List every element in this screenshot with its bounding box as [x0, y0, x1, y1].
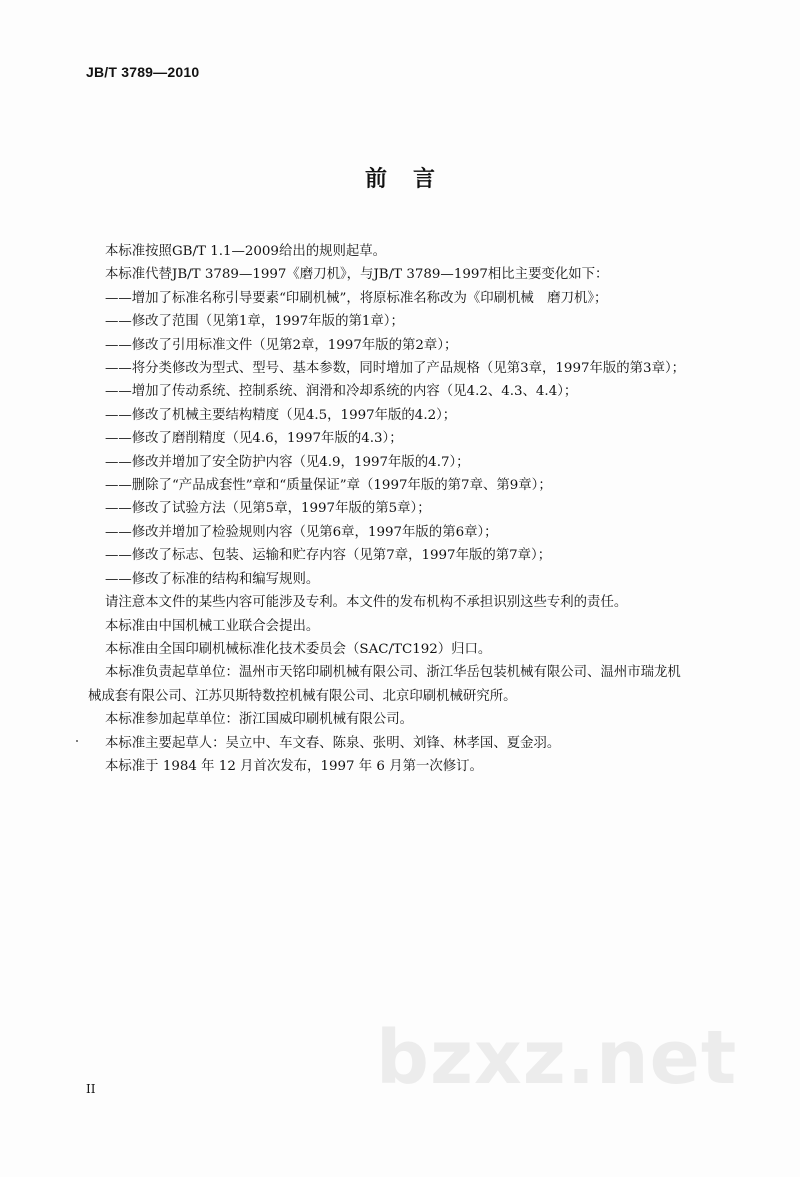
drafting-units-line-1: 本标准负责起草单位：温州市天铭印刷机械有限公司、浙江华岳包装机械有限公司、温州市瑞龙机 — [105, 665, 681, 681]
change-item: ——修改了引用标准文件（见第2章，1997年版的第2章）； — [105, 337, 458, 353]
drafting-units-line-2: 械成套有限公司、江苏贝斯特数控机械有限公司、北京印刷机械研究所。 — [88, 688, 517, 704]
page-number: II — [86, 1082, 96, 1096]
paragraph: 本标准按照GB/T 1.1—2009给出的规则起草。 — [105, 244, 387, 259]
change-item: ——增加了标准名称引导要素“印刷机械”，将原标准名称改为《印刷机械 磨刀机》； — [105, 290, 608, 306]
paragraph: 本标准代替JB/T 3789—1997《磨刀机》，与JB/T 3789—1997相比主要变化如下： — [105, 267, 609, 283]
technical-committee-statement: 本标准由全国印刷机械标准化技术委员会（SAC/TC192）归口。 — [105, 641, 492, 657]
change-item: ——修改了试验方法（见第5章，1997年版的第5章）； — [105, 501, 431, 517]
document-code: JB/T 3789—2010 — [86, 64, 200, 80]
change-item: ——增加了传动系统、控制系统、润滑和冷却系统的内容（见4.2、4.3、4.4）； — [105, 384, 578, 400]
change-item: ——修改了机械主要结构精度（见4.5，1997年版的4.2）； — [105, 407, 457, 423]
change-item: ——将分类修改为型式、型号、基本参数，同时增加了产品规格（见第3章，1997年版的第3章）； — [105, 361, 686, 377]
foreword-body — [88, 240, 748, 778]
change-item: ——删除了“产品成套性”章和“质量保证”章（1997年版的第7章、第9章）； — [105, 478, 552, 494]
change-item: ——修改并增加了检验规则内容（见第6章，1997年版的第6章）； — [105, 524, 498, 540]
change-item: ——修改了磨削精度（见4.6，1997年版的4.3）； — [105, 431, 403, 447]
participating-unit: 本标准参加起草单位：浙江国威印刷机械有限公司。 — [105, 712, 413, 728]
patent-notice: 请注意本文件的某些内容可能涉及专利。本文件的发布机构不承担识别这些专利的责任。 — [105, 595, 628, 611]
change-item: ——修改了标准的结构和编写规则。 — [105, 571, 320, 587]
page-title: 前言 — [364, 167, 461, 192]
scan-speck — [76, 740, 78, 742]
proposer-statement: 本标准由中国机械工业联合会提出。 — [105, 618, 320, 634]
change-item: ——修改了标志、包装、运输和贮存内容（见第7章，1997年版的第7章）； — [105, 548, 552, 564]
main-drafters: 本标准主要起草人：吴立中、车文春、陈泉、张明、刘锋、林孝国、夏金羽。 — [105, 735, 561, 751]
change-item: ——修改了范围（见第1章，1997年版的第1章）； — [105, 314, 404, 330]
change-item: ——修改并增加了安全防护内容（见4.9，1997年版的4.7）； — [105, 454, 470, 470]
publication-history: 本标准于 1984 年 12 月首次发布，1997 年 6 月第一次修订。 — [105, 758, 483, 774]
watermark: bzxz.net — [376, 1015, 738, 1101]
